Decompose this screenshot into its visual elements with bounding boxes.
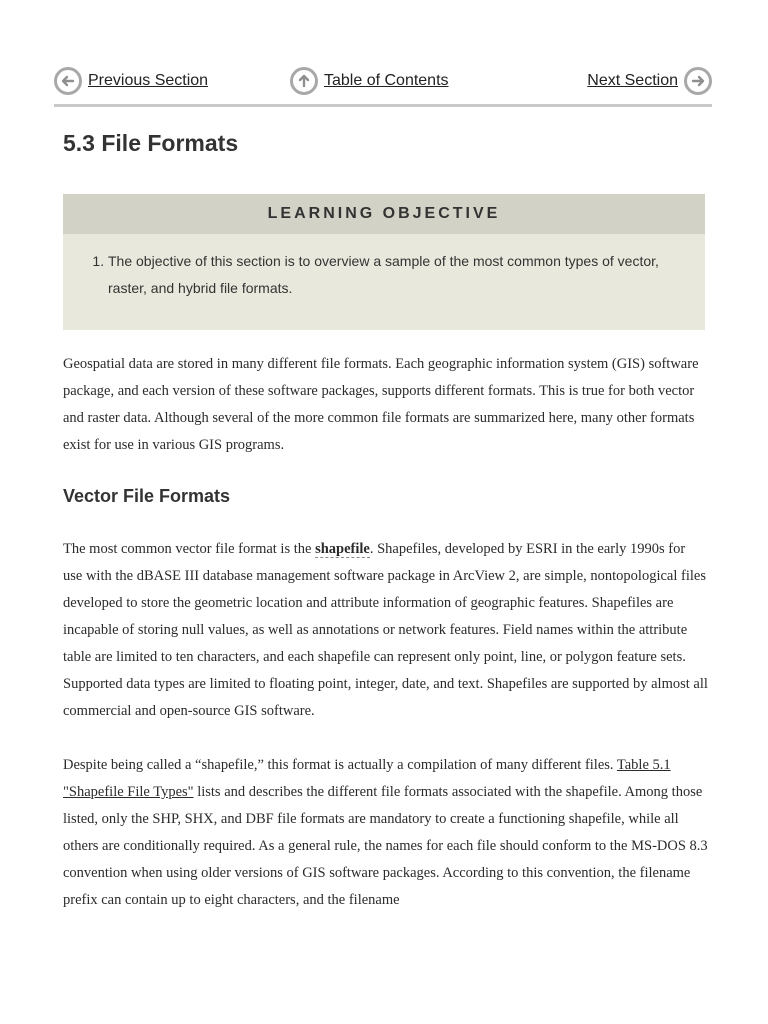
paragraph-text: Despite being called a “shapefile,” this format is actually a compilation of many different files. (63, 757, 617, 773)
paragraph-text: lists and describes the different file formats associated with the shapefile. Among those listed, only the SHP, SHX, and DBF file formats are mandatory to create a functioning shapefile, while all others are conditionally required. As a general rule, the names for each file should conform to the MS-DOS 8.3 convention when using older versions of GIS software packages. According to this convention, the filename prefix can contain up to eight characters, and the filename (63, 784, 708, 908)
shapefile-components-paragraph (63, 752, 708, 914)
shapefile-glossary-term[interactable]: shapefile (315, 541, 370, 557)
learning-objective-header: LEARNING OBJECTIVE (63, 194, 705, 234)
paragraph-text: . Shapefiles, developed by ESRI in the early 1990s for use with the dBASE III database management software package in ArcView 2, are simple, nontopological files developed to store the geometric location and attribute information of geographic features. Shapefiles are incapable of storing null values, as well as annotations or network features. Field names within the attribute table are limited to ten characters, and each shapefile can represent only point, line, or polygon feature sets. Supported data types are limited to floating point, integer, date, and text. Shapefiles are supported by almost all commercial and open-source GIS software. (63, 541, 708, 719)
next-section-link[interactable] (587, 64, 712, 98)
paragraph-text: The most common vector file format is the (63, 541, 316, 557)
previous-section-label: Previous Section (88, 72, 209, 89)
arrow-right-icon (684, 67, 712, 95)
objective-item: 1. The objective of this section is to overview a sample of the most common types of vector, raster, and hybrid file formats. (108, 248, 675, 302)
table-of-contents-link[interactable] (290, 64, 449, 98)
arrow-left-icon (54, 67, 82, 95)
next-section-label: Next Section (587, 72, 678, 89)
page-title: 5.3 File Formats (63, 130, 239, 156)
previous-section-link[interactable] (54, 64, 208, 98)
intro-paragraph: Geospatial data are stored in many different file formats. Each geographic information system (GIS) software package, and each version of these software packages, supports different formats. This is true for both vector and raster data. Although several of the more common file formats are summarized here, many other formats exist for use in various GIS programs. (63, 356, 699, 453)
section-navigation (54, 64, 712, 107)
table-5-1-link[interactable]: Table 5.1 "Shapefile File Types" (63, 757, 671, 800)
learning-objective-box (63, 194, 705, 330)
table-of-contents-label: Table of Contents (324, 72, 449, 89)
arrow-up-icon (290, 67, 318, 95)
vector-file-formats-heading: Vector File Formats (63, 486, 231, 506)
learning-objective-list (63, 234, 705, 302)
shapefile-paragraph (63, 536, 708, 725)
